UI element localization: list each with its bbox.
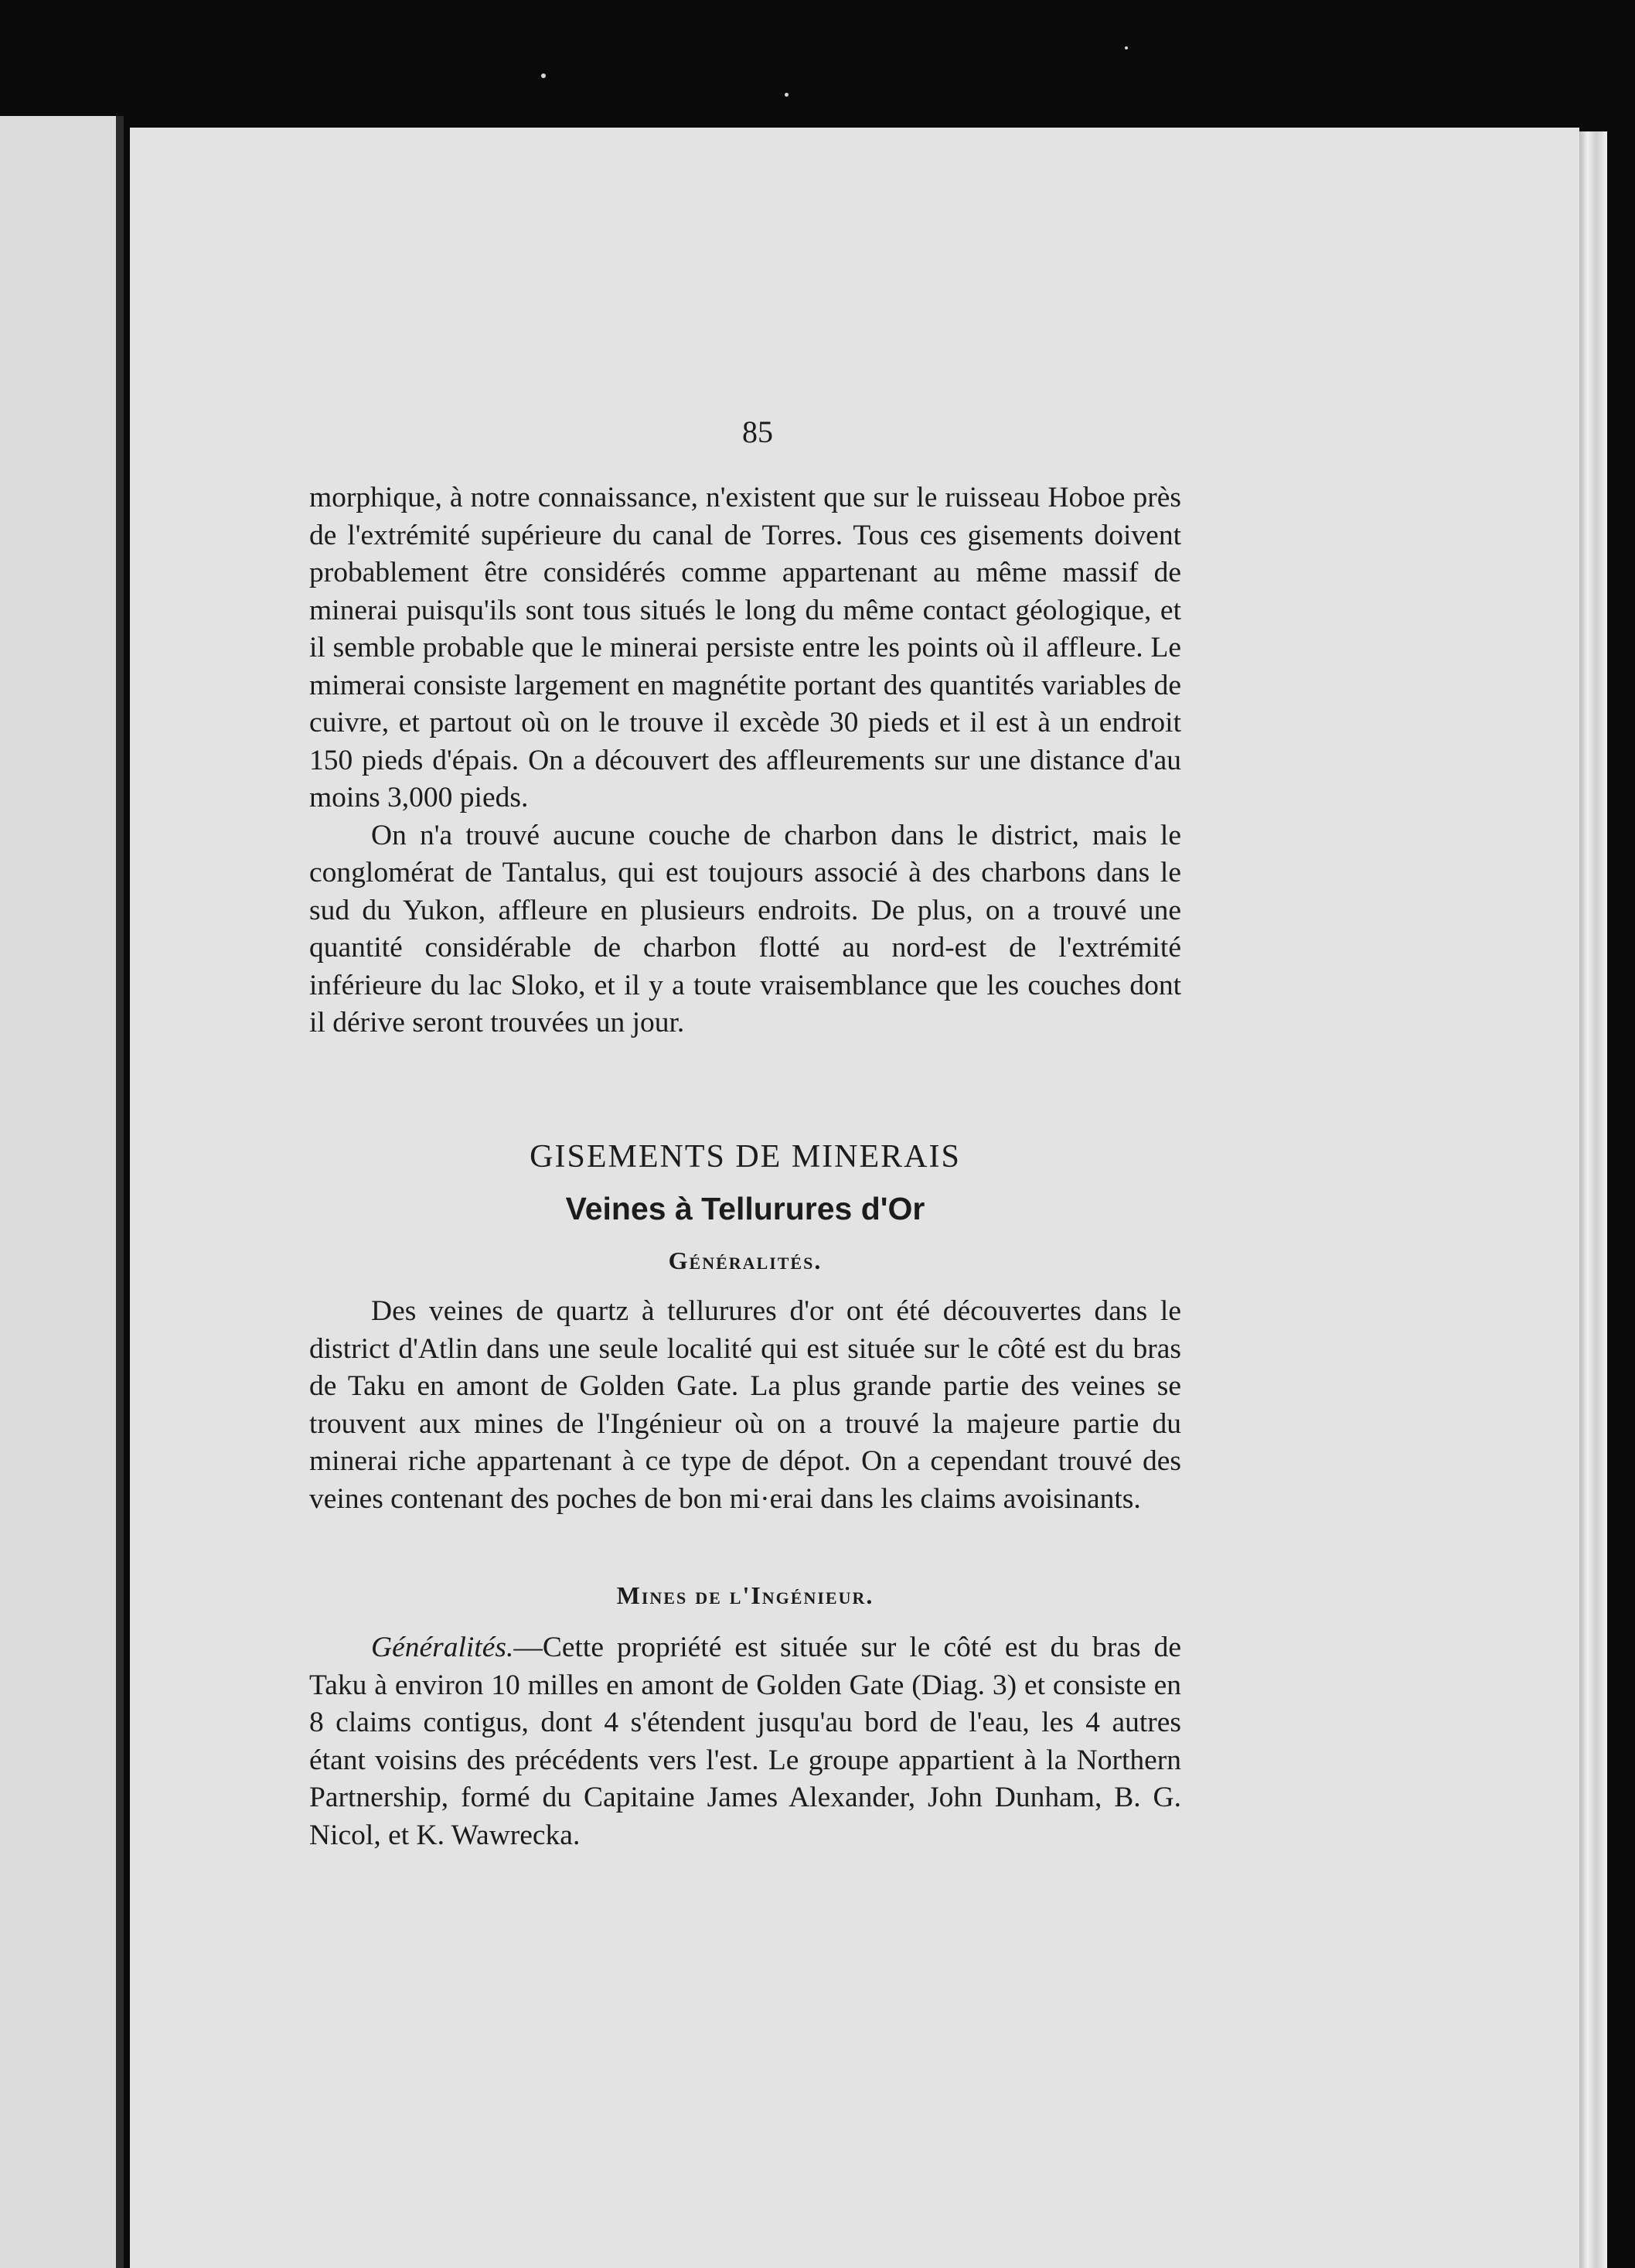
- subsection-title: Veines à Tellurures d'Or: [565, 1191, 925, 1226]
- paragraph-veines: Des veines de quartz à tellurures d'or ont été découvertes dans le district d'Atlin dans une seule localité qui est située sur le côté est du bras de Taku en amont de Golden Gate. La plus grande partie des veines se trouvent aux mines de l'Ingénieur où on a trouvé la majeure partie du minerai riche appartenant à ce type de dépot. On a cependant trouvé des veines contenant des poches de bon mi·erai dans les claims avoisinants.: [309, 1295, 1181, 1515]
- mines-paragraph-text: —Cette propriété est située sur le côté est du bras de Taku à environ 10 milles en amont de Golden Gate (Diag. 3) et consiste en 8 claims contigus, dont 4 s'étendent jusqu'au bord de l'eau, les 4 autres étant voisins des précédents vers l'est. Le groupe appartient à la Northern Partnership, formé du Capitaine James Alexander, John Dunham, B. G. Nicol, et K. Wawrecka.: [309, 1632, 1181, 1851]
- scan-speck: [785, 93, 789, 97]
- paragraph-propriete: [309, 1629, 1181, 1854]
- generalites-heading: Généralités.: [668, 1247, 823, 1274]
- paragraph-charbon: On n'a trouvé aucune couche de charbon dans le district, mais le conglomérat de Tantalus, qui est toujours associé à des charbons dans le sud du Yukon, affleure en plusieurs endroits. De plus, on a trouvé une quantité considérable de charbon flotté au nord-est de l'extrémité inférieure du lac Sloko, et il y a toute vraisemblance que les couches dont il dérive seront trouvées un jour.: [309, 819, 1181, 1039]
- mines-heading: Mines de l'Ingénieur.: [616, 1581, 874, 1609]
- scan-speck: [541, 73, 546, 78]
- scan-speck: [1125, 46, 1128, 49]
- previous-page-edge: [0, 116, 124, 2268]
- body-text-mines: [309, 1629, 1181, 1854]
- body-text-generalites: [309, 1293, 1181, 1518]
- page-number: 85: [742, 414, 773, 449]
- paragraph-magnetite: morphique, à notre connaissance, n'existent que sur le ruisseau Hoboe près de l'extrémité supérieure du canal de Torres. Tous ces gisements doivent probablement être considérés comme appartenant au même massif de minerai puisqu'ils sont tous situés le long du même contact géologique, et il semble probable que le minerai persiste entre les points où il affleure. Le mimerai consiste largement en magnétite portant des quantités variables de cuivre, et partout où on le trouve il excède 30 pieds et il est à un endroit 150 pieds d'épais. On a découvert des affleurements sur une distance d'au moins 3,000 pieds.: [309, 482, 1181, 813]
- mines-lead-italic: Généralités.: [371, 1632, 514, 1663]
- section-title: GISEMENTS DE MINERAIS: [530, 1139, 961, 1175]
- body-text-top: [309, 479, 1181, 1042]
- page-stack-edge: [1579, 131, 1607, 2268]
